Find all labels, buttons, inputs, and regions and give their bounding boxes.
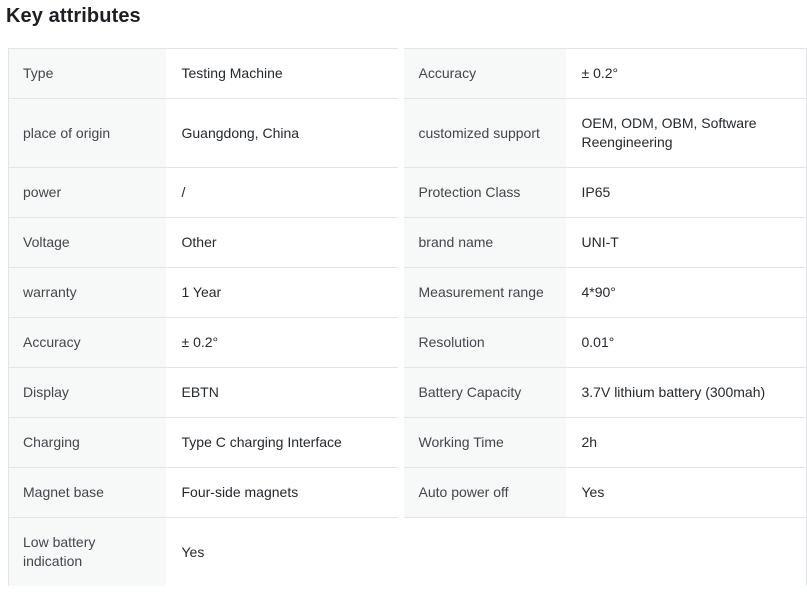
attr-value-cell: / xyxy=(166,168,401,218)
attr-value-cell: 2h xyxy=(566,418,807,468)
table-row xyxy=(9,218,807,268)
attr-label-cell: Auto power off xyxy=(401,468,566,518)
attr-label-cell: Accuracy xyxy=(9,318,166,368)
table-row xyxy=(9,418,807,468)
attr-value-cell: OEM, ODM, OBM, Software Reengineering xyxy=(566,99,807,168)
attr-value-cell: ± 0.2° xyxy=(566,49,807,99)
attr-label-cell: Measurement range xyxy=(401,268,566,318)
page-title: Key attributes xyxy=(6,5,141,27)
attr-label-cell: Protection Class xyxy=(401,168,566,218)
table-row xyxy=(9,49,807,99)
attr-label-cell: Battery Capacity xyxy=(401,368,566,418)
table-row xyxy=(9,468,807,518)
attr-label-cell: Magnet base xyxy=(9,468,166,518)
attr-label-cell: Type xyxy=(9,49,166,99)
attr-value-cell: Yes xyxy=(166,518,401,587)
table-row xyxy=(9,268,807,318)
attr-value-cell: 4*90° xyxy=(566,268,807,318)
attr-value-cell-empty xyxy=(566,518,807,587)
table-row xyxy=(9,518,807,587)
attr-value-cell: Yes xyxy=(566,468,807,518)
attr-label-cell: power xyxy=(9,168,166,218)
attr-value-cell: 1 Year xyxy=(166,268,401,318)
attr-label-cell: warranty xyxy=(9,268,166,318)
attr-value-cell: 3.7V lithium battery (300mah) xyxy=(566,368,807,418)
attr-label-cell: Display xyxy=(9,368,166,418)
attr-label-cell: customized support xyxy=(401,99,566,168)
attr-value-cell: 0.01° xyxy=(566,318,807,368)
table-row xyxy=(9,99,807,168)
attr-label-cell: brand name xyxy=(401,218,566,268)
attr-value-cell: UNI-T xyxy=(566,218,807,268)
table-row xyxy=(9,368,807,418)
attr-label-cell: Working Time xyxy=(401,418,566,468)
attr-label-cell: Voltage xyxy=(9,218,166,268)
attr-value-cell: Other xyxy=(166,218,401,268)
attr-label-cell: Resolution xyxy=(401,318,566,368)
attr-value-cell: Testing Machine xyxy=(166,49,401,99)
table-row xyxy=(9,318,807,368)
attr-label-cell: place of origin xyxy=(9,99,166,168)
attr-value-cell: EBTN xyxy=(166,368,401,418)
table-row xyxy=(9,168,807,218)
attr-label-cell: Low battery indication xyxy=(9,518,166,587)
attr-value-cell: IP65 xyxy=(566,168,807,218)
attr-label-cell: Charging xyxy=(9,418,166,468)
attr-value-cell: Type C charging Interface xyxy=(166,418,401,468)
attr-value-cell: ± 0.2° xyxy=(166,318,401,368)
attr-label-cell-empty xyxy=(401,518,566,587)
attr-label-cell: Accuracy xyxy=(401,49,566,99)
attributes-table xyxy=(8,48,807,586)
attr-value-cell: Guangdong, China xyxy=(166,99,401,168)
attr-value-cell: Four-side magnets xyxy=(166,468,401,518)
